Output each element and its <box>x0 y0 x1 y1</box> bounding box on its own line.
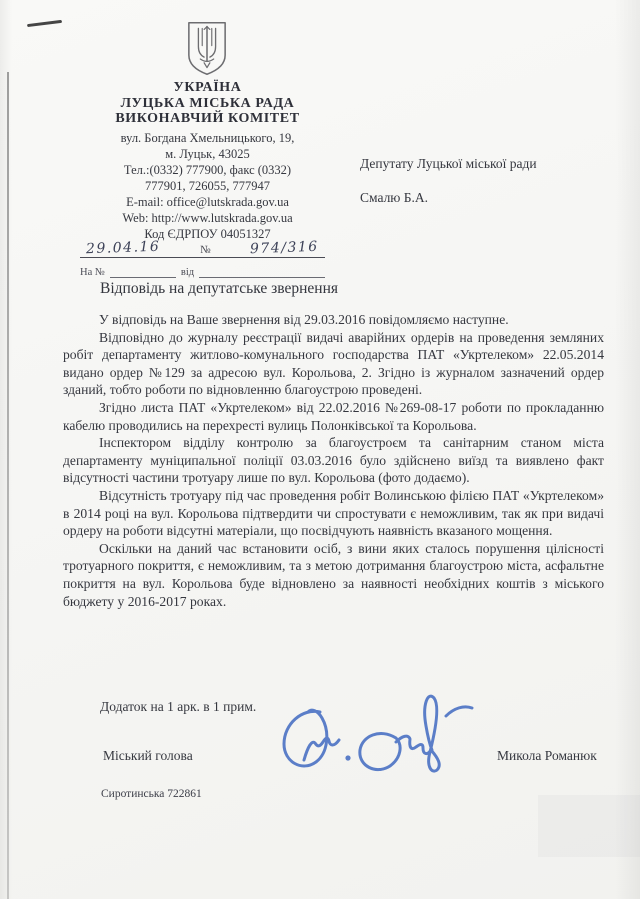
address-phone-2: 777901, 726055, 777947 <box>145 178 270 193</box>
executor-note: Сиротинська 722861 <box>101 788 202 800</box>
org-name-line1: ЛУЦЬКА МІСЬКА РАДА <box>120 95 295 111</box>
country-name: УКРАЇНА <box>173 80 242 95</box>
address-web: Web: http://www.lutskrada.gov.ua <box>122 210 293 225</box>
address-phone-1: Тел.:(0332) 777900, факс (0332) <box>123 162 292 177</box>
handwritten-outgoing-number: 974/316 <box>250 238 320 258</box>
body-paragraph: Відсутність тротуару під час проведення робіт Волинською філією ПАТ «Укртелеком» в 2014 році на вул. Корольова підтвердити чи спростувати є неможливим, так як при видачі ордеру на роботи відсутні матеріали, що посвідчують наявність вказаного мощення. <box>63 487 604 539</box>
na-number-blank <box>110 266 176 278</box>
number-sign: № <box>200 244 211 256</box>
scan-edge-artifact <box>7 72 9 899</box>
signer-name: Микола Романюк <box>497 748 597 763</box>
handwritten-signature-icon <box>268 690 493 798</box>
body-paragraph: Інспектором відділу контролю за благоустроєм та санітарним станом міста департаменту муніципальної поліції 03.03.2016 було здійснено виїзд та виявлено факт відсутності частини тротуару лише по вул. Корольова (фото додаємо). <box>63 435 604 486</box>
address-city: м. Луцьк, 43025 <box>165 146 250 161</box>
address-email: E-mail: office@lutskrada.gov.ua <box>126 194 289 209</box>
outgoing-reference-line <box>80 238 325 258</box>
scan-smudge-artifact <box>538 795 640 857</box>
address-edrpou: Код ЄДРПОУ 04051327 <box>144 226 271 241</box>
vid-date-blank <box>199 266 325 278</box>
recipient-name: Смалю Б.А. <box>360 190 429 205</box>
recipient-block <box>360 156 537 206</box>
recipient-position: Депутату Луцької міської ради <box>360 156 537 171</box>
body-paragraph: Оскільки на даний час встановити осіб, з вини яких сталось порушення цілісності тротуарного покриття, є неможливим, та з метою дотримання благоустрою міста, асфальтне покриття на вул. Корольова буде відновлено за наявності необхідних коштів з міського бюджету у 2016-2017 роках. <box>63 540 604 609</box>
body-paragraph: Відповідно до журналу реєстрації видачі аварійних ордерів на проведення земляних робіт департаменту житлово-комунального господарства ПАТ «Укртелеком» 22.05.2014 видано ордер №129 за адресою вул. Корольова, 2. Згідно із журналом зазначений ордер зданий, тобто роботи по відновленню благоустрою проведені. <box>63 329 604 398</box>
incoming-reference-line <box>80 266 330 278</box>
org-name-line2: ВИКОНАВЧИЙ КОМІТЕТ <box>115 111 300 126</box>
vid-label: від <box>180 267 195 278</box>
org-address-block <box>55 130 360 242</box>
handwritten-date: 29.04.16 <box>85 238 161 258</box>
attachment-note: Додаток на 1 арк. в 1 прим. <box>100 699 257 714</box>
na-number-label: На № <box>80 267 105 278</box>
letter-body <box>63 311 604 610</box>
pen-mark-artifact <box>27 20 62 27</box>
letter-subject: Відповідь на депутатське звернення <box>100 280 339 297</box>
body-paragraph: У відповідь на Ваше звернення від 29.03.2016 повідомляємо наступне. <box>99 312 509 327</box>
address-street: вул. Богдана Хмельницького, 19, <box>120 130 295 145</box>
body-paragraph: Згідно листа ПАТ «Укртелеком» від 22.02.2016 №269-08-17 роботи по прокладанню кабелю проводились на перехресті вулиць Полонківської та Корольова. <box>63 399 604 433</box>
ukraine-trident-emblem-icon <box>186 20 228 77</box>
signer-title: Міський голова <box>103 748 193 763</box>
letterhead <box>55 80 360 242</box>
